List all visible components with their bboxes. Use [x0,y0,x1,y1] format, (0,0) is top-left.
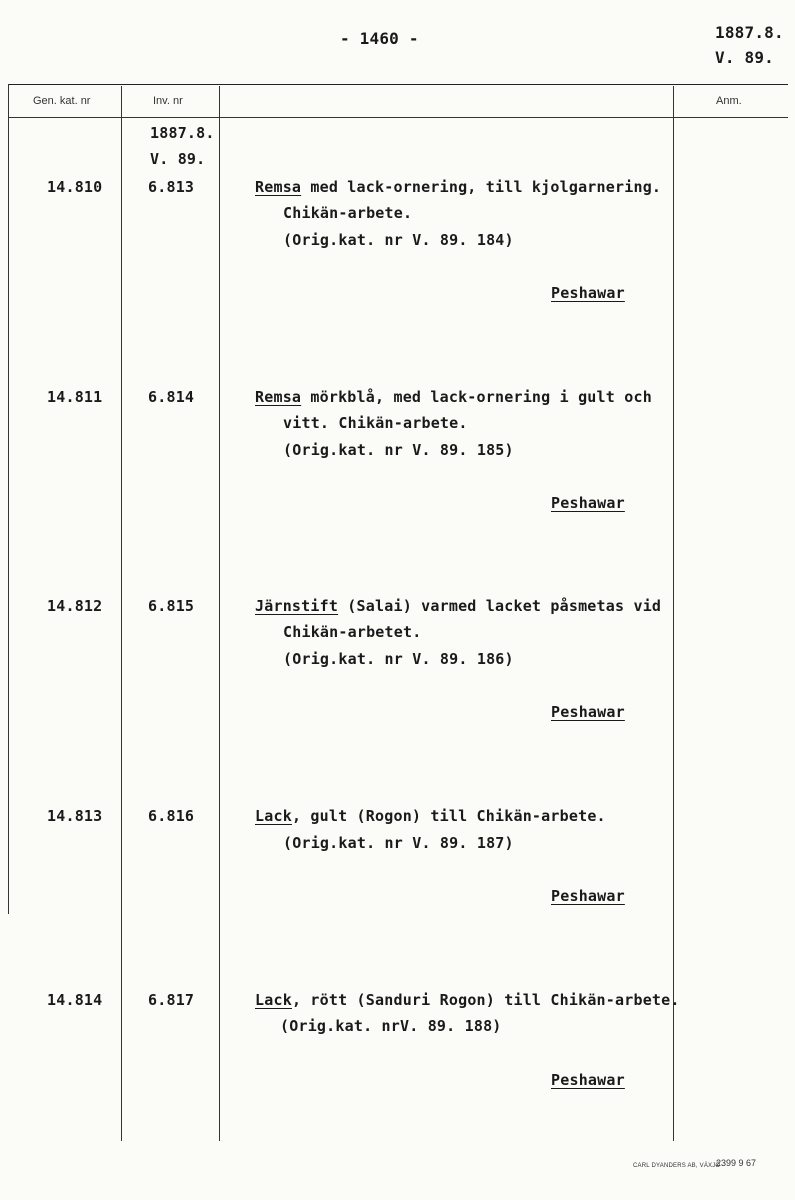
gen-kat-nr: 14.811 [47,388,103,406]
orig-kat-reference: (Orig.kat. nr V. 89. 184) [283,231,514,249]
provenance-place: Peshawar [551,1071,625,1089]
entry-title: Lack [255,991,292,1009]
entry-description-line: Chikän-arbetet. [283,623,422,641]
entry-title: Lack [255,807,292,825]
orig-kat-reference: (Orig.kat. nr V. 89. 186) [283,650,514,668]
entry-description-line [255,388,652,406]
entry-description-line [255,597,661,615]
orig-kat-reference: (Orig.kat. nr V. 89. 185) [283,441,514,459]
inv-year: 1887.8. [150,124,215,142]
entry-description: mörkblå, med lack-ornering i gult och [301,388,652,406]
entry-description-line [255,178,661,196]
column-header-gen-kat-nr: Gen. kat. nr [33,95,91,107]
inv-nr: 6.815 [148,597,195,615]
entry-title: Remsa [255,388,302,406]
entry-description-line: vitt. Chikän-arbete. [283,414,468,432]
form-code: 2399 9 67 [716,1158,757,1168]
provenance-place: Peshawar [551,494,625,512]
entry-description-line: Chikän-arbete. [283,204,413,222]
gen-inv-divider [121,86,122,1141]
entry-description-line [255,991,680,1009]
inv-desc-divider [219,86,220,1141]
desc-anm-divider [673,86,674,1141]
left-border [8,84,9,914]
catalog-ref-year: 1887.8. [715,23,784,42]
inv-nr: 6.814 [148,388,195,406]
entry-description: med lack-ornering, till kjolgarnering. [301,178,662,196]
header-bottom-border [8,117,788,118]
page-number: - 1460 - [340,29,419,48]
provenance-place: Peshawar [551,887,625,905]
entry-description: , gult (Rogon) till Chikän-arbete. [291,807,606,825]
inv-nr: 6.813 [148,178,195,196]
entry-description: (Salai) varmed lacket påsmetas vid [338,597,662,615]
entry-description-line [255,807,606,825]
printer-imprint: CARL DYANDERS AB, VÄXJÖ [633,1163,721,1169]
column-header-anm: Anm. [716,95,742,107]
inv-nr: 6.816 [148,807,195,825]
orig-kat-reference: (Orig.kat. nrV. 89. 188) [280,1017,502,1035]
column-header-inv-nr: Inv. nr [153,95,183,107]
provenance-place: Peshawar [551,703,625,721]
gen-kat-nr: 14.814 [47,991,103,1009]
table-top-border [8,84,788,85]
entry-description: , rött (Sanduri Rogon) till Chikän-arbete. [291,991,680,1009]
entry-title: Remsa [255,178,302,196]
orig-kat-reference: (Orig.kat. nr V. 89. 187) [283,834,514,852]
entry-title: Järnstift [255,597,339,615]
gen-kat-nr: 14.812 [47,597,103,615]
provenance-place: Peshawar [551,284,625,302]
gen-kat-nr: 14.810 [47,178,103,196]
catalog-ref-collection: V. 89. [715,48,774,67]
gen-kat-nr: 14.813 [47,807,103,825]
inv-collection: V. 89. [150,150,206,168]
inv-nr: 6.817 [148,991,195,1009]
